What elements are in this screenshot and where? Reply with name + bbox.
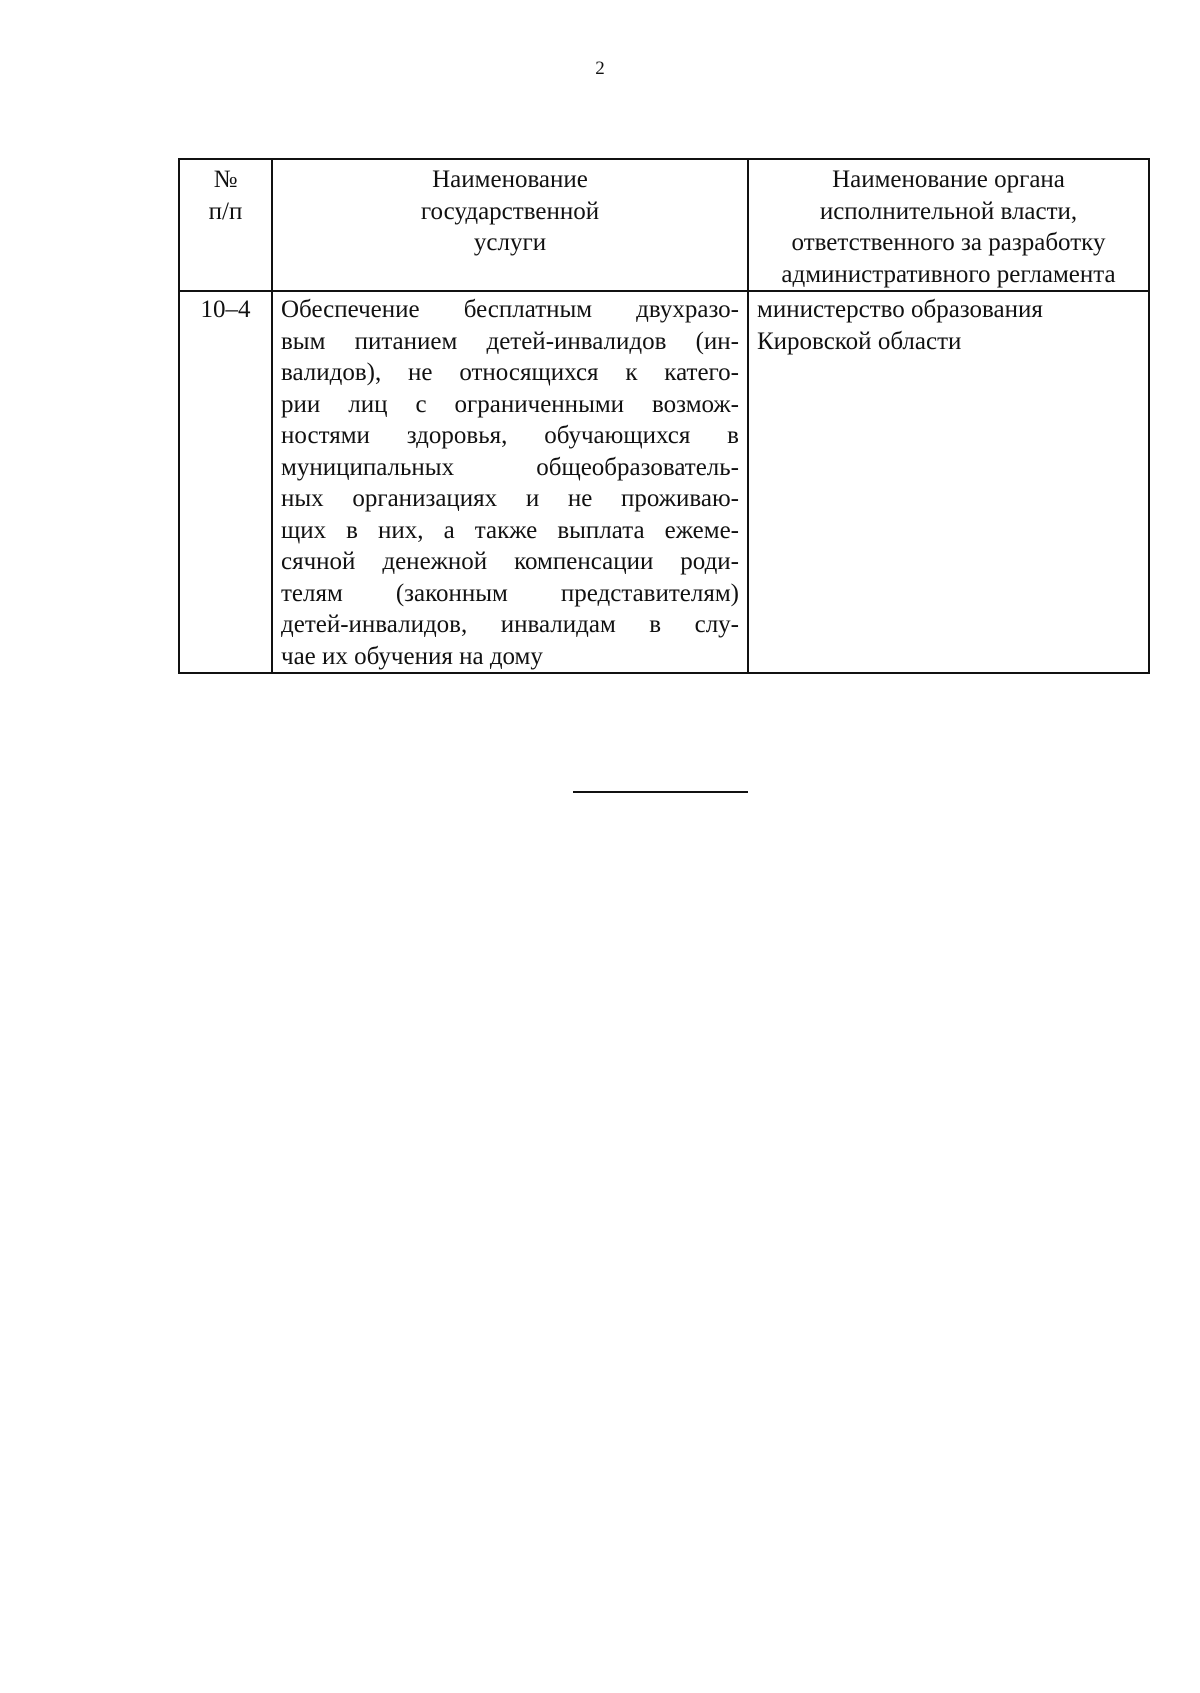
header-service-name — [272, 159, 748, 291]
service-text-line: ностями здоровья, обучающихся в — [281, 422, 739, 449]
page-number: 2 — [595, 58, 605, 79]
header-service-line: государственной — [420, 197, 600, 225]
header-service-line: услуги — [473, 229, 547, 256]
header-number-line: п/п — [208, 197, 243, 225]
row-number: 10–4 — [179, 291, 272, 673]
header-org-line: Наименование органа — [832, 166, 1065, 193]
service-text-line: рии лиц с ограниченными возмож- — [281, 390, 739, 418]
table-row — [179, 291, 1149, 673]
table-header-row — [179, 159, 1149, 291]
service-text-line: муниципальных общеобразователь- — [281, 453, 739, 481]
header-number — [179, 159, 272, 291]
header-org-line: административного регламента — [781, 260, 1116, 288]
header-number-line: № — [213, 166, 238, 193]
org-text-line: министерство образования — [757, 296, 1043, 323]
header-org-line: исполнительной власти, — [819, 197, 1078, 225]
org-text-line: Кировской области — [757, 327, 962, 355]
row-service-name — [272, 291, 748, 673]
end-of-document-rule — [573, 791, 748, 793]
service-text-line: щих в них, а также выплата ежеме- — [281, 516, 739, 544]
header-org-line: ответственного за разработку — [791, 229, 1106, 256]
row-responsible-body — [748, 291, 1149, 673]
service-text-line: валидов), не относящихся к катего- — [281, 359, 739, 386]
header-responsible-body — [748, 159, 1149, 291]
service-text-line: вым питанием детей-инвалидов (ин- — [281, 327, 739, 355]
service-text-line: детей-инвалидов, инвалидам в слу- — [281, 611, 739, 638]
header-service-line: Наименование — [432, 166, 588, 193]
service-text-line: ных организациях и не проживаю- — [281, 485, 739, 512]
service-text-line: телям (законным представителям) — [281, 579, 739, 607]
service-text-line: чае их обучения на дому — [281, 642, 543, 670]
services-table — [178, 158, 1150, 674]
service-text-line: сячной денежной компенсации роди- — [281, 548, 739, 575]
service-text-line: Обеспечение бесплатным двухразо- — [281, 296, 739, 323]
